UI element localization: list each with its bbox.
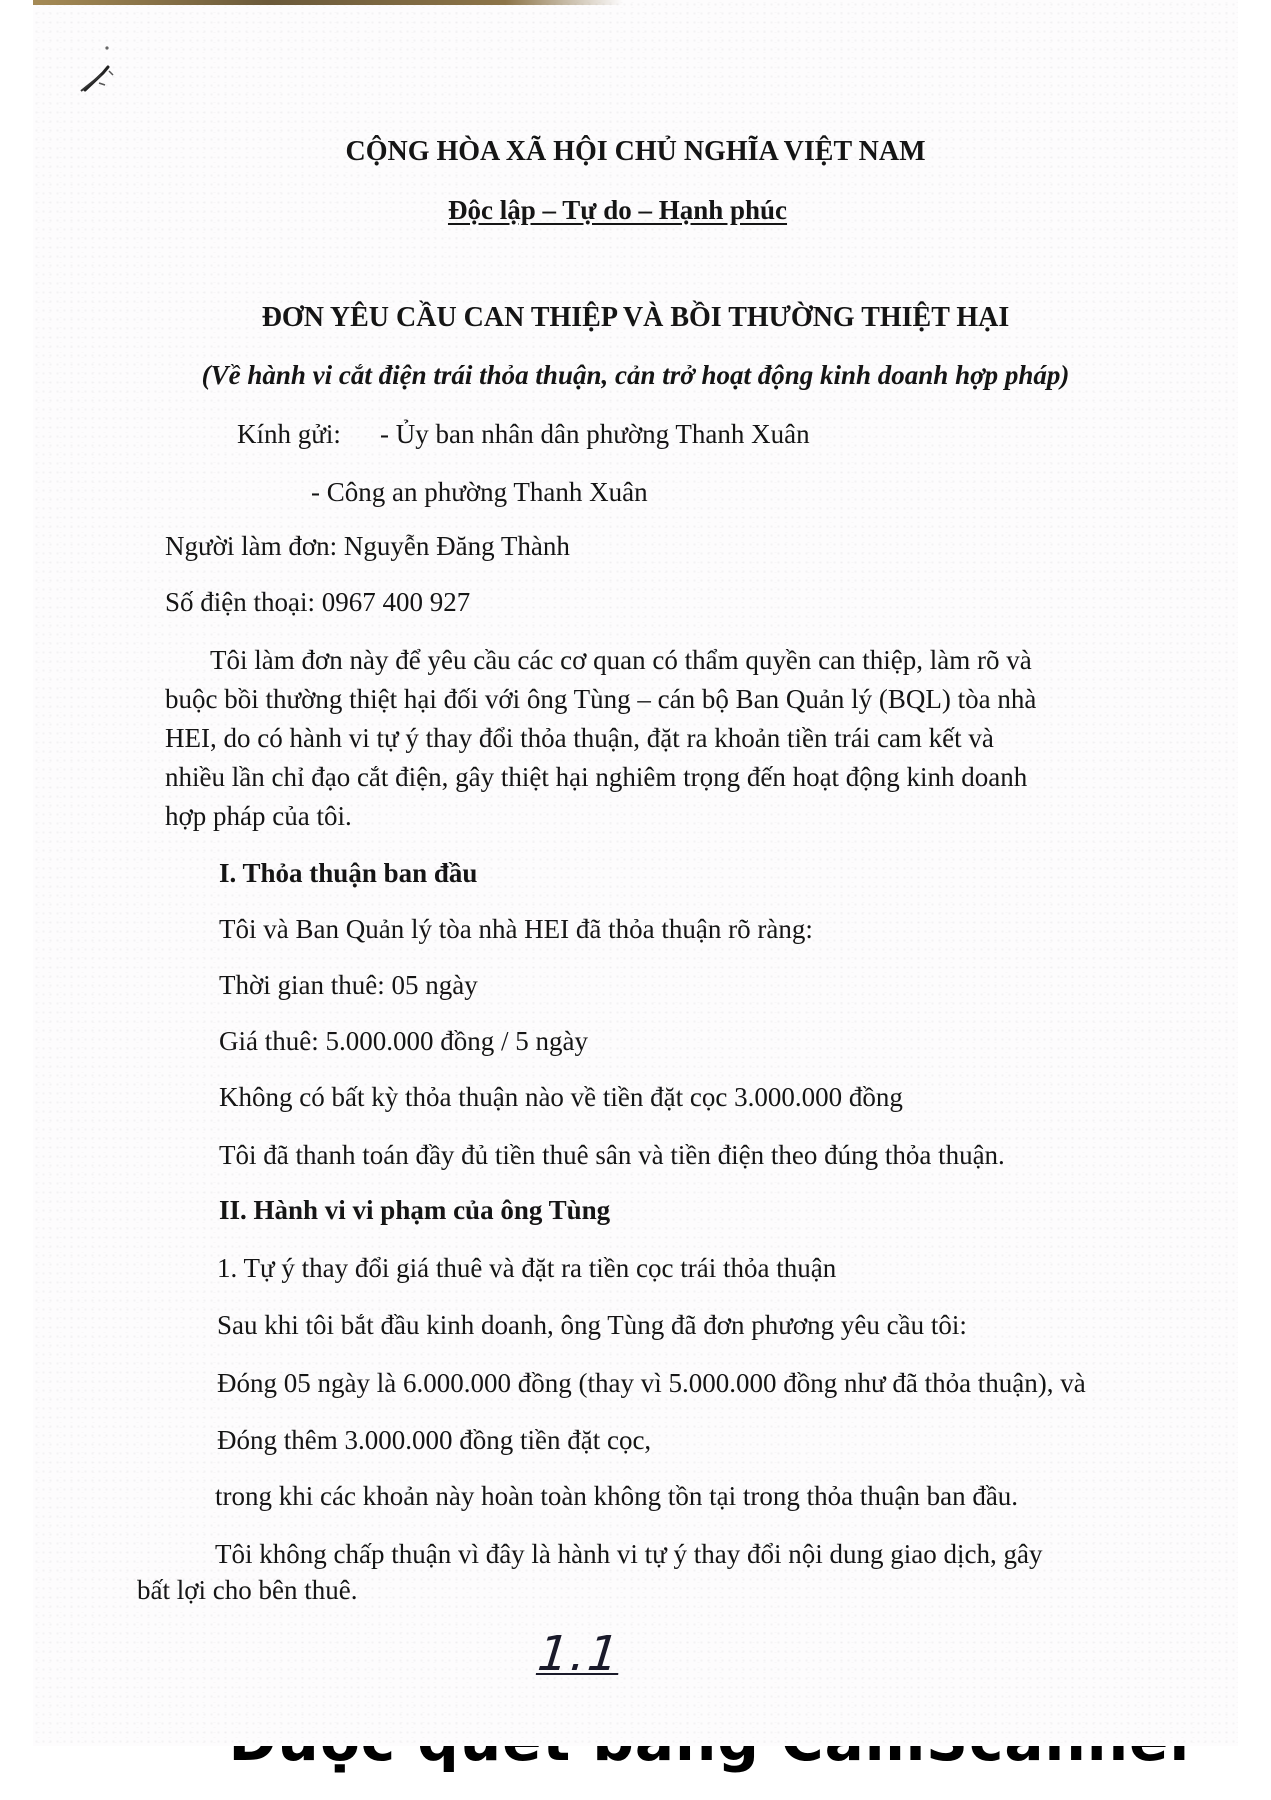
handwritten-check-mark	[73, 45, 143, 115]
national-motto: Độc lập – Tự do – Hạnh phúc	[447, 195, 788, 225]
intro-line: buộc bồi thường thiệt hại đối với ông Tùng – cán bộ Ban Quản lý (BQL) tòa nhà	[165, 684, 1037, 714]
section-1-heading: I. Thỏa thuận ban đầu	[219, 858, 478, 888]
national-title: CỘNG HÒA XÃ HỘI CHỦ NGHĨA VIỆT NAM	[345, 136, 926, 167]
section-1-line: Thời gian thuê: 05 ngày	[219, 970, 478, 1000]
applicant-phone: Số điện thoại: 0967 400 927	[165, 587, 471, 617]
intro-line: nhiều lần chỉ đạo cắt điện, gây thiệt hại nghiêm trọng đến hoạt động kinh doanh	[165, 762, 1028, 792]
scanned-page	[33, 0, 1238, 1746]
applicant-name: Người làm đơn: Nguyễn Đăng Thành	[165, 531, 570, 561]
section-1-line: Không có bất kỳ thỏa thuận nào về tiền đặt cọc 3.000.000 đồng	[219, 1082, 903, 1112]
recipient-2: - Công an phường Thanh Xuân	[311, 477, 648, 507]
intro-line: HEI, do có hành vi tự ý thay đổi thỏa thuận, đặt ra khoản tiền trái cam kết và	[165, 723, 994, 753]
section-2-line: Sau khi tôi bắt đầu kinh doanh, ông Tùng đã đơn phương yêu cầu tôi:	[217, 1310, 967, 1340]
paper-top-edge	[33, 0, 623, 5]
section-1-line: Tôi đã thanh toán đầy đủ tiền thuê sân và tiền điện theo đúng thỏa thuận.	[219, 1140, 1005, 1170]
handwritten-page-number: 1.1	[535, 1626, 624, 1682]
section-2-heading: II. Hành vi vi phạm của ông Tùng	[219, 1195, 611, 1225]
section-2-line: Đóng 05 ngày là 6.000.000 đồng (thay vì 5.000.000 đồng như đã thỏa thuận), và	[217, 1368, 1086, 1398]
intro-line: hợp pháp của tôi.	[165, 801, 352, 831]
section-1-line: Tôi và Ban Quản lý tòa nhà HEI đã thỏa thuận rõ ràng:	[219, 914, 813, 944]
intro-line: Tôi làm đơn này để yêu cầu các cơ quan có thẩm quyền can thiệp, làm rõ và	[210, 645, 1032, 675]
recipient-1: - Ủy ban nhân dân phường Thanh Xuân	[380, 419, 810, 449]
document-title: ĐƠN YÊU CẦU CAN THIỆP VÀ BỒI THƯỜNG THIỆT HẠI	[261, 302, 1010, 333]
section-2-line: trong khi các khoản này hoàn toàn không tồn tại trong thỏa thuận ban đầu.	[215, 1481, 1019, 1511]
section-1-line: Giá thuê: 5.000.000 đồng / 5 ngày	[219, 1026, 588, 1056]
section-2-line: Đóng thêm 3.000.000 đồng tiền đặt cọc,	[217, 1425, 652, 1455]
section-2-line: bất lợi cho bên thuê.	[137, 1575, 358, 1605]
section-2-line: Tôi không chấp thuận vì đây là hành vi tự ý thay đổi nội dung giao dịch, gây	[215, 1539, 1043, 1569]
document-subtitle: (Về hành vi cắt điện trái thỏa thuận, cản trở hoạt động kinh doanh hợp pháp)	[201, 360, 1070, 390]
recipients-label: Kính gửi:	[237, 419, 341, 449]
section-2-line: 1. Tự ý thay đổi giá thuê và đặt ra tiền cọc trái thỏa thuận	[217, 1253, 837, 1283]
